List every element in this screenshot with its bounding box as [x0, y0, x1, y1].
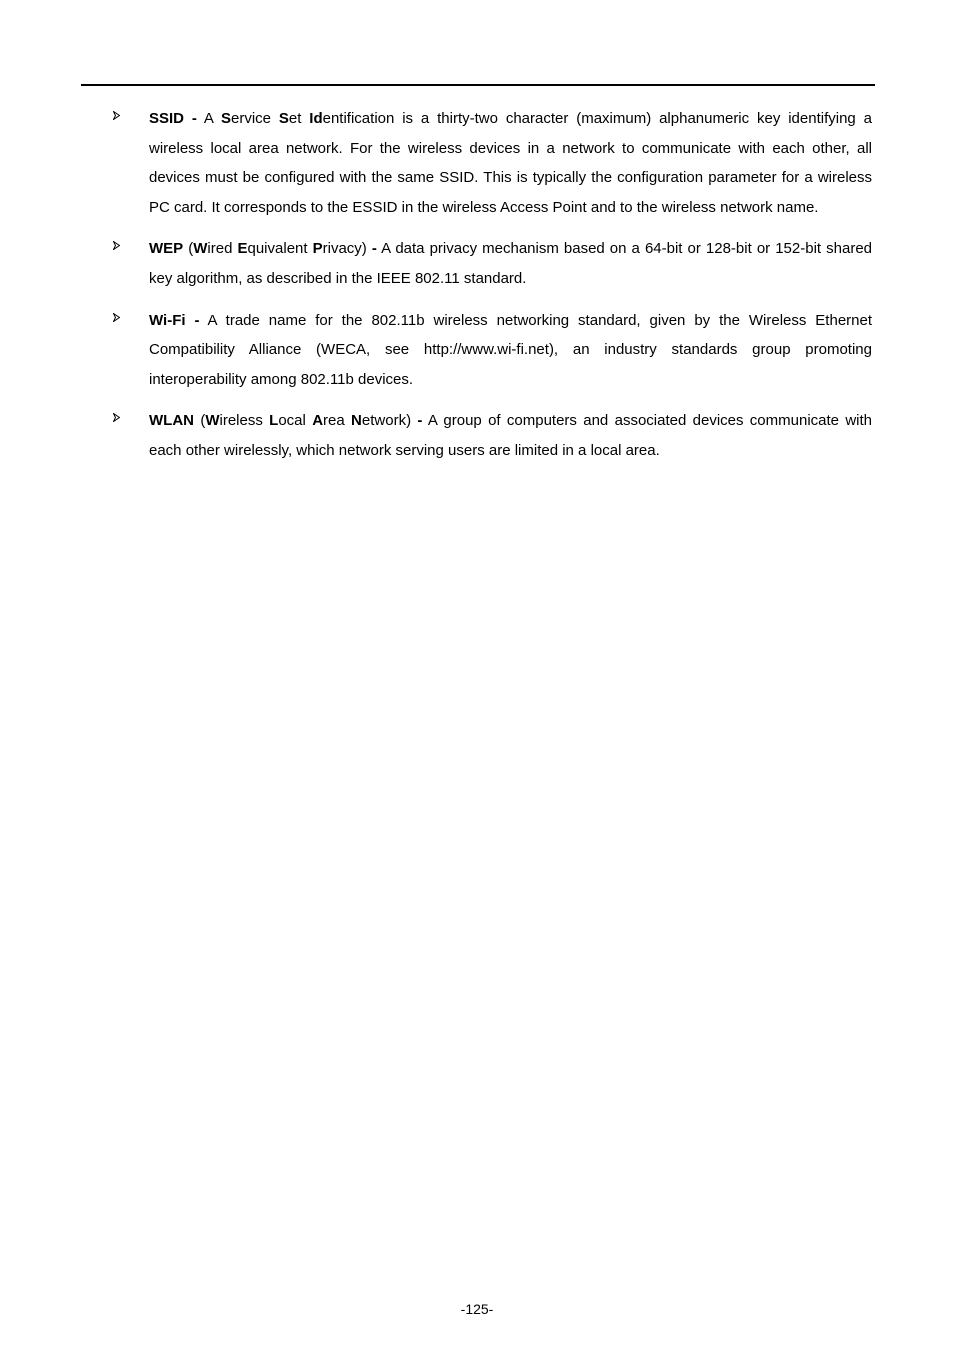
glossary-definition	[149, 234, 872, 293]
definition-text: A group of computers and associated devices communicate with each other wirelessly, which network serving users are limited in a local area.	[149, 412, 873, 459]
definition-text: rea	[323, 412, 352, 430]
definition-text: etwork)	[361, 412, 418, 430]
definition-text: ocal	[278, 412, 313, 430]
arrow-bullet-icon	[113, 111, 125, 120]
arrow-bullet-icon	[113, 241, 125, 250]
acronym-letter: P	[312, 240, 323, 258]
definition-text: A trade name for the 802.11b wireless networking standard, given by the Wireless Ethernet Compatibility Alliance (WECA, see http://www.wi-fi.net), an industry standards group promoting interoperability among 802.11b devices.	[149, 311, 873, 388]
acronym-letter: L	[269, 412, 279, 430]
acronym-letter: N	[351, 412, 362, 430]
definition-text: A	[196, 110, 221, 127]
glossary-definition	[149, 306, 872, 395]
glossary-definition	[149, 406, 872, 465]
acronym-letter: W	[205, 412, 220, 430]
definition-text: ired	[207, 240, 238, 258]
header-rule	[81, 84, 875, 86]
definition-text: ervice	[230, 110, 279, 127]
definition-text: (	[194, 412, 206, 430]
definition-text: rivacy)	[322, 240, 372, 258]
glossary-term: Wi-Fi -	[149, 311, 200, 329]
glossary-entry-ssid	[0, 104, 954, 222]
definition-text: ireless	[219, 412, 270, 430]
glossary-entry-wep	[0, 234, 954, 293]
glossary-list	[0, 104, 954, 478]
definition-text: A data privacy mechanism based on a 64-bit or 128-bit or 152-bit shared key algorithm, as described in the IEEE 802.11 standard.	[149, 240, 873, 287]
definition-text: (	[183, 240, 194, 258]
arrow-bullet-icon	[113, 413, 125, 422]
glossary-term: SSID -	[149, 110, 197, 127]
acronym-letter: A	[312, 412, 324, 430]
definition-text: quivalent	[247, 240, 313, 258]
glossary-entry-wifi	[0, 306, 954, 395]
arrow-bullet-icon	[113, 313, 125, 322]
page-number: -125-	[460, 1301, 494, 1317]
definition-text: entification is a thirty-two character (maximum) alphanumeric key identifying a wireless local area network. For the wireless devices in a network to communicate with each other, all devices must be configured with the same SSID. This is typically the configuration parameter for a wireless PC card. It corresponds to the ESSID in the wireless Access Point and to the wireless network name.	[149, 110, 872, 216]
acronym-letter: S	[220, 110, 231, 127]
acronym-letter: E	[237, 240, 248, 258]
glossary-entry-wlan	[0, 406, 954, 465]
acronym-letter: S	[278, 110, 289, 127]
term-separator: -	[417, 412, 423, 430]
acronym-letter: Id	[309, 110, 323, 127]
definition-text: et	[288, 110, 310, 127]
glossary-term: WLAN	[149, 412, 194, 430]
acronym-letter: W	[193, 240, 208, 258]
glossary-definition	[149, 104, 872, 222]
term-separator: -	[371, 240, 377, 258]
glossary-term: WEP	[149, 240, 184, 258]
